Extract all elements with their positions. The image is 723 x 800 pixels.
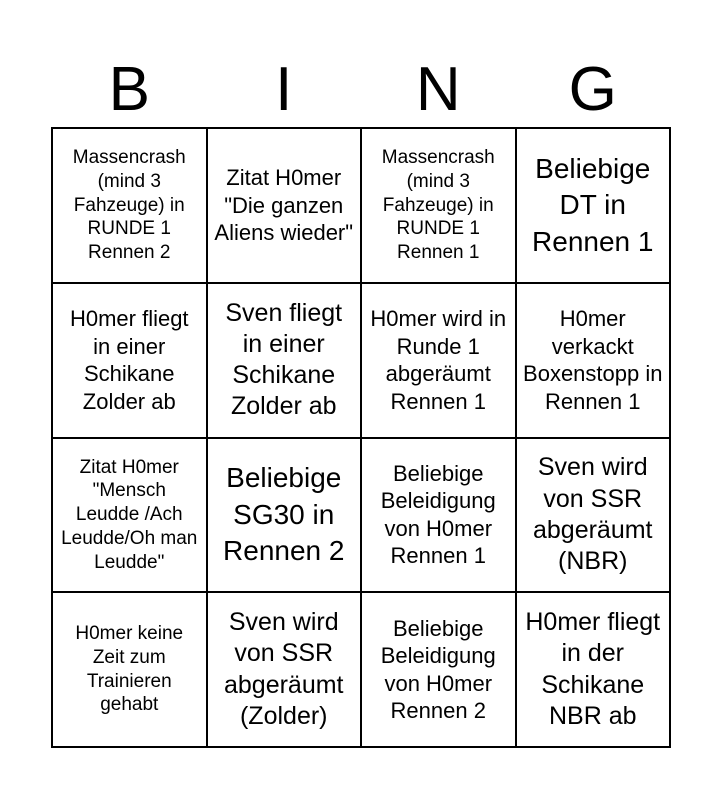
bingo-cell[interactable]: H0mer fliegt in der Schikane NBR ab [516,592,671,747]
bingo-cell[interactable]: Beliebige DT in Rennen 1 [516,128,671,283]
bingo-cell[interactable]: Beliebige SG30 in Rennen 2 [207,438,362,593]
bingo-cell[interactable]: Zitat H0mer "Mensch Leudde /Ach Leudde/Oh man Leudde" [52,438,207,593]
header-letter-n: N [415,55,461,124]
bingo-cell[interactable]: Massencrash (mind 3 Fahzeuge) in RUNDE 1 Rennen 1 [361,128,516,283]
bingo-cell[interactable]: H0mer verkackt Boxenstopp in Rennen 1 [516,283,671,438]
bingo-cell[interactable]: H0mer fliegt in einer Schikane Zolder ab [52,283,207,438]
bingo-cell[interactable]: Zitat H0mer "Die ganzen Aliens wieder" [207,128,362,283]
bingo-cell[interactable]: Sven wird von SSR abgeräumt (NBR) [516,438,671,593]
bingo-cell[interactable]: Massencrash (mind 3 Fahzeuge) in RUNDE 1 Rennen 2 [52,128,207,283]
bingo-cell[interactable]: Beliebige Beleidigung von H0mer Rennen 1 [361,438,516,593]
header-letter-b: B [108,55,150,124]
header-letter-g: G [568,55,617,124]
bingo-cell[interactable]: Sven fliegt in einer Schikane Zolder ab [207,283,362,438]
bingo-board [51,127,671,748]
header-letter-i: I [275,55,293,124]
bingo-cell[interactable]: Beliebige Beleidigung von H0mer Rennen 2 [361,592,516,747]
bingo-header [52,54,670,126]
bingo-cell[interactable]: H0mer wird in Runde 1 abgeräumt Rennen 1 [361,283,516,438]
bingo-cell[interactable]: Sven wird von SSR abgeräumt (Zolder) [207,592,362,747]
bingo-cell[interactable]: H0mer keine Zeit zum Trainieren gehabt [52,592,207,747]
